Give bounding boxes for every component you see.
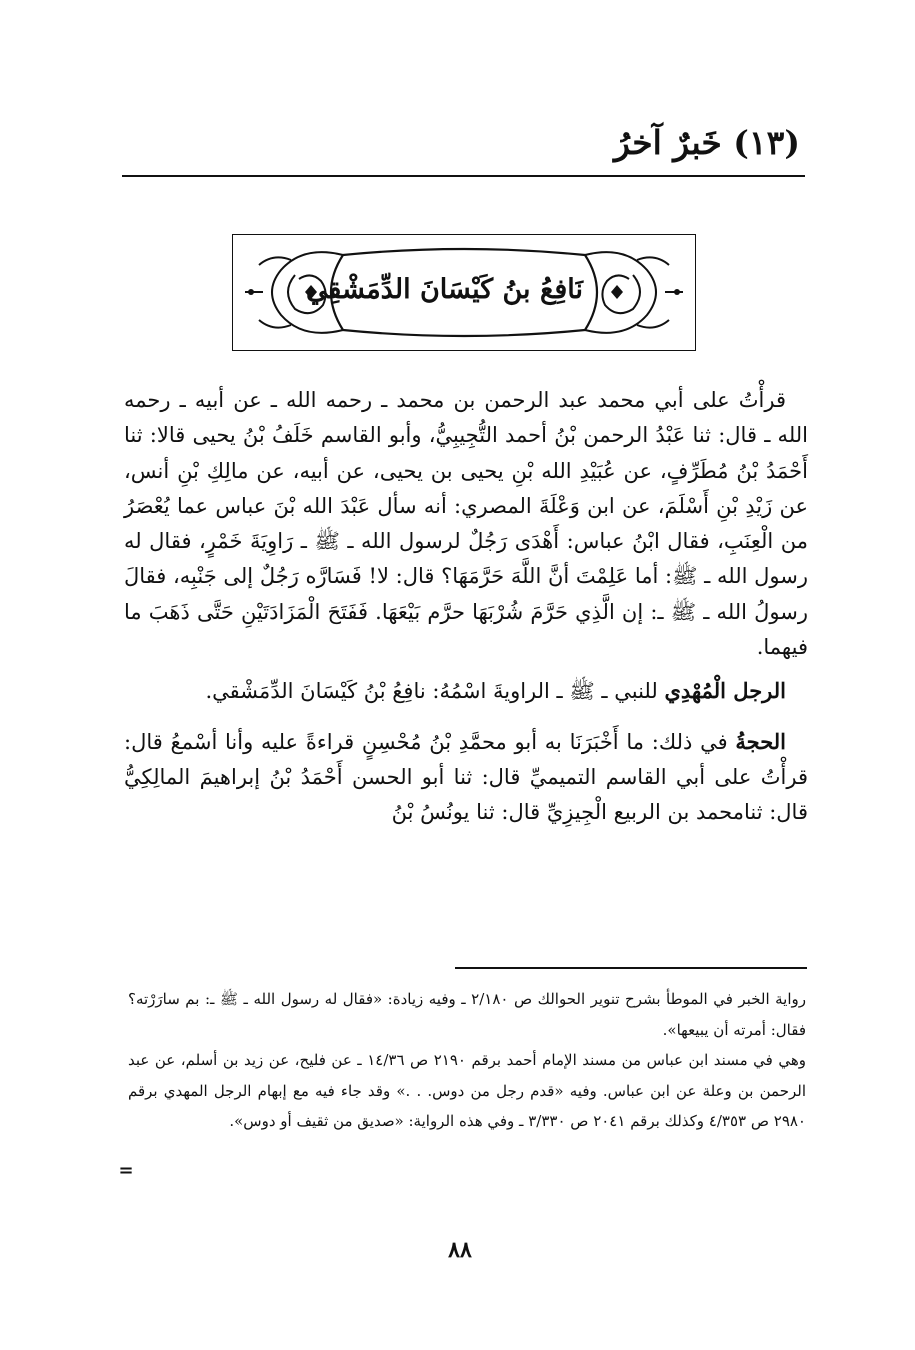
footnote-2: وهي في مسند ابن عباس من مسند الإمام أحمد برقم ٢١٩٠ ص ١٤/٣٦ ـ عن فليح، عن زيد بن أسلم، عن عبد الرحمن بن وعلة عن ابن عباس. وفيه «قدم رجل من دوس. . .» وقد جاء فيه مع إبهام الرجل المهدي برقم ٢٩٨٠ ص ٤/٣٥٣ وكذلك برقم ٢٠٤١ ص ٣/٣٣٠ ـ وفي هذه الرواية: «صديق من ثقيف أو دوس». bbox=[128, 1051, 806, 1130]
paragraph-proof bbox=[124, 724, 808, 831]
footnote-1: رواية الخبر في الموطأ بشرح تنوير الحوالك ص ٢/١٨٠ ـ وفيه زيادة: «فقال له رسول الله ـ ﷺ ـ: بم سارَرْته؟ فقال: أمرته أن يبيعها». bbox=[128, 990, 806, 1039]
page-number: ٨٨ bbox=[448, 1237, 472, 1263]
keyword-man: الرجل الْمُهْدِي bbox=[664, 678, 786, 704]
footnote-continuation-mark: = bbox=[118, 1160, 134, 1181]
title-box bbox=[232, 234, 696, 351]
main-text bbox=[124, 383, 808, 831]
chapter-title: (١٣) خَبرٌ آخرُ bbox=[613, 123, 800, 162]
paragraph-hadith: قرأْتُ على أبي محمد عبد الرحمن بن محمد ـ رحمه الله ـ عن أبيه ـ رحمه الله ـ قال: ثنا عَبْدُ الرحمن بْنُ أحمد التُّجِيبِيُّ، وأبو القاسم خَلَفُ بْنُ يحيى قالا: ثنا أَحْمَدُ بْنُ مُطَرِّفٍ، عن عُبَيْدِ الله بْنِ يحيى بن يحيى، عن أبيه، عن مالِكِ بْنِ أنس، عن زَيْدِ بْنِ أَسْلَمَ، عن ابن وَعْلَةَ المصري: أنه سأل عَبْدَ الله بْنَ عباس عما يُعْصَرُ من الْعِنَبِ، فقال ابْنُ عباس: أَهْدَى رَجُلٌ لرسول الله ـ ﷺ ـ رَاوِيَةَ خَمْرٍ، فقال له رسول الله ـ ﷺ: أما عَلِمْتَ أنَّ اللَّهَ حَرَّمَهَا؟ قال: لا! فَسَارَّه رَجُلٌ إلى جَنْبِه، فقالَ رسولُ الله ـ ﷺ ـ: إن الَّذِي حَرَّمَ شُرْبَهَا حرَّم بَيْعَهَا. فَفَتَحَ الْمَزَادَتَيْنِ حَتَّى ذَهَبَ ما فيهما. bbox=[124, 388, 808, 660]
footnotes bbox=[128, 984, 806, 1137]
narrator-name: نَافِعُ بنُ كَيْسَانَ الدِّمَشْقِي bbox=[305, 274, 583, 305]
header-rule bbox=[122, 175, 805, 177]
keyword-proof: الحجةُ bbox=[735, 728, 786, 754]
paragraph-proof-text: في ذلك: ما أَخْبَرَنَا به أبو محمَّدِ بْنُ مُحْسِنٍ قراءةً عليه وأنا أسْمعُ قال: قرأْتُ على أبي القاسم التميميِّ قال: ثنا أبو الحسن أَحْمَدُ بْنُ إبراهيمَ المالِكِيُّ قال: ثنامحمد بن الربيع الْجِيزِيِّ قال: ثنا يونُسُ بْنُ bbox=[124, 729, 808, 825]
footnote-rule bbox=[455, 967, 807, 969]
paragraph-man-identified bbox=[124, 673, 808, 709]
paragraph-man-text: للنبي ـ ﷺ ـ الراويةَ اسْمُهُ: نافِعُ بْنُ كَيْسَانَ الدِّمَشْقي. bbox=[205, 679, 658, 704]
